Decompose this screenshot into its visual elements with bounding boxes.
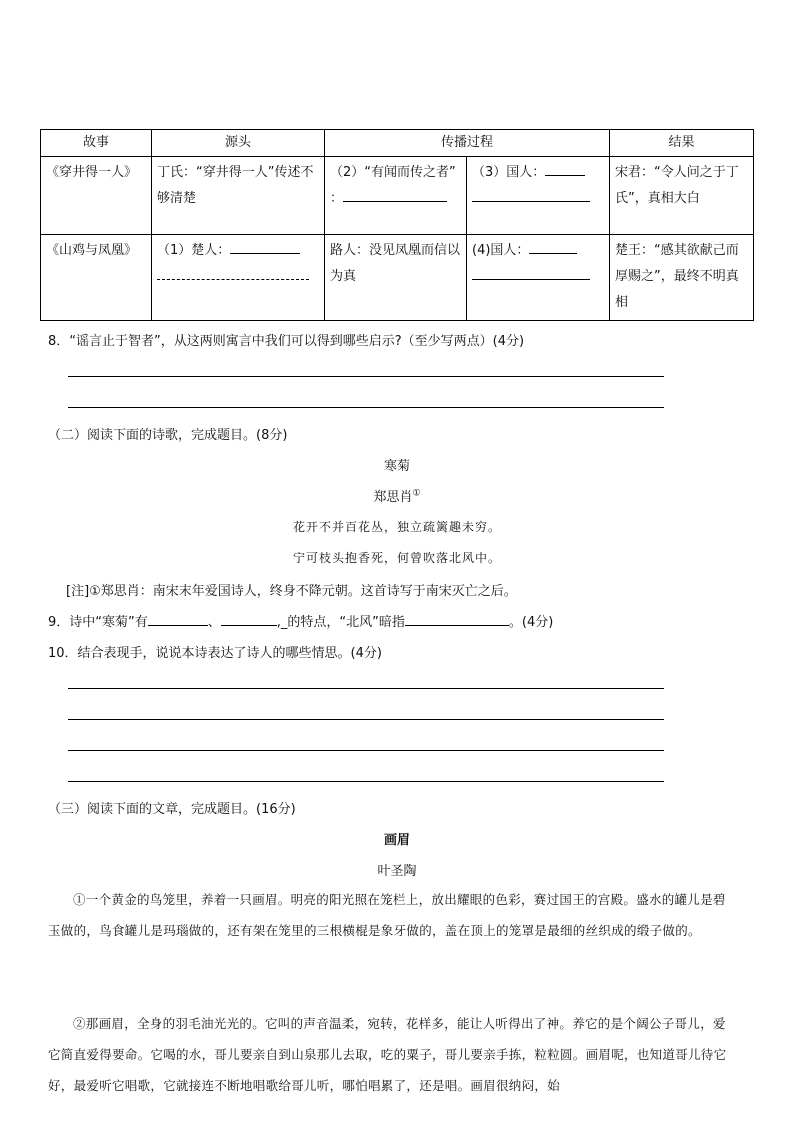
cell-spread-2b: [467, 235, 610, 321]
q9-suffix: 。(4分): [508, 615, 554, 630]
table-row: [41, 235, 754, 321]
section-2-heading: （二）阅读下面的诗歌，完成题目。(8分): [48, 428, 288, 443]
answer-blank-4b[interactable]: [472, 265, 590, 280]
source-churen: [157, 238, 319, 264]
section-3-heading: （三）阅读下面的文章，完成题目。(16分): [48, 802, 296, 817]
answer-blank-q9b[interactable]: [221, 611, 277, 626]
cell-spread-2a: 路人：没见凤凰而信以为真: [325, 235, 467, 321]
poem-author-line: [0, 486, 794, 505]
spread-guoren-2: [472, 238, 604, 264]
cell-source-1: 丁氏：“穿井得一人”传述不够清楚: [152, 157, 325, 235]
spread-blank-line: [330, 186, 461, 212]
colon: ：: [330, 191, 344, 206]
article-paragraph-2: ②那画眉，全身的羽毛油光光的。它叫的声音温柔，宛转，花样多，能让人听得出了神。养它的是个阔公子哥儿，爱它简直爱得要命。它喝的水，哥儿要亲自到山泉那儿去取，吃的粟子，哥儿要亲手拣，粒粒圆。画眉呢，也知道哥儿待它好，最爱听它唱歌，它就接连不断地唱歌给哥儿听，哪怕唱累了，还是唱。画眉很纳闷，始: [48, 1016, 727, 1093]
header-story: 故事: [41, 130, 152, 157]
footnote-mark: ①: [412, 488, 421, 499]
story-table: [40, 129, 754, 321]
answer-blank-q9c[interactable]: [405, 611, 509, 626]
spread-guoren-line-2: [472, 264, 604, 290]
poem-title: 寒菊: [383, 459, 410, 474]
cell-story-1: 《穿井得一人》: [41, 157, 152, 235]
header-source: 源头: [152, 130, 325, 157]
header-result: 结果: [610, 130, 754, 157]
poem-note: [注]①郑思肖：南宋末年爱国诗人，终身不降元朝。这首诗写于南宋灭亡之后。: [66, 584, 517, 599]
q9-mid: ,_的特点，“北风”暗指: [276, 615, 405, 630]
answer-line[interactable]: [68, 750, 664, 751]
poem-author: 郑思肖: [373, 490, 413, 505]
cell-story-2: 《山鸡与凤凰》: [41, 235, 152, 321]
table-row: [41, 157, 754, 235]
answer-line[interactable]: [68, 407, 664, 408]
table-header-row: [41, 130, 754, 157]
cell-source-2: [152, 235, 325, 321]
question-9: [48, 611, 553, 630]
spread-guoren: [472, 160, 604, 186]
answer-blank-3b[interactable]: [472, 187, 590, 202]
question-10: 10．结合表现手，说说本诗表达了诗人的哪些情思。(4分): [48, 646, 382, 661]
q9-prefix: 9．诗中“寒菊”有: [48, 615, 148, 630]
cell-spread-1b: [467, 157, 610, 235]
article-paragraph-1: ①一个黄金的鸟笼里，养着一只画眉。明亮的阳光照在笼栏上，放出耀眼的色彩，赛过国王的宫殿。盛水的罐儿是碧玉做的，鸟食罐儿是玛瑙做的，还有架在笼里的三根横棍是象牙做的，盖在顶上的笼罩是最细的丝织成的缎子做的。: [48, 892, 726, 938]
header-spread: 传播过程: [325, 130, 610, 157]
q9-sep: 、: [207, 615, 221, 630]
churen-label: （1）楚人：: [157, 243, 231, 258]
answer-blank-q9a[interactable]: [148, 611, 208, 626]
article-author: 叶圣陶: [377, 864, 417, 879]
question-8: 8．“谣言止于智者”，从这两则寓言中我们可以得到哪些启示?（至少写两点）(4分): [48, 334, 525, 349]
answer-line[interactable]: [68, 376, 664, 377]
answer-blank-1a[interactable]: [230, 239, 300, 254]
answer-blank-1b[interactable]: [157, 265, 309, 280]
answer-blank-2[interactable]: [343, 187, 447, 202]
guoren-label-2: (4)国人：: [472, 243, 530, 258]
guoren-label: （3）国人：: [472, 165, 546, 180]
cell-spread-1a: [325, 157, 467, 235]
cell-result-2: 楚王：“感其欲献己而厚赐之”，最终不明真相: [610, 235, 754, 321]
answer-line[interactable]: [68, 688, 664, 689]
answer-blank-4a[interactable]: [529, 239, 577, 254]
answer-line[interactable]: [68, 719, 664, 720]
poem-line-2: 宁可枝头抱香死，何曾吹落北风中。: [292, 551, 501, 565]
article-title: 画眉: [383, 833, 410, 848]
source-churen-line: [157, 264, 319, 290]
answer-line[interactable]: [68, 781, 664, 782]
spread-quote: （2）“有闻而传之者”: [330, 165, 456, 180]
cell-result-1: 宋君：“令人问之于丁氏”，真相大白: [610, 157, 754, 235]
answer-blank-3a[interactable]: [545, 161, 585, 176]
spread-guoren-line: [472, 186, 604, 212]
poem-line-1: 花开不并百花丛，独立疏篱趣未穷。: [292, 520, 501, 534]
